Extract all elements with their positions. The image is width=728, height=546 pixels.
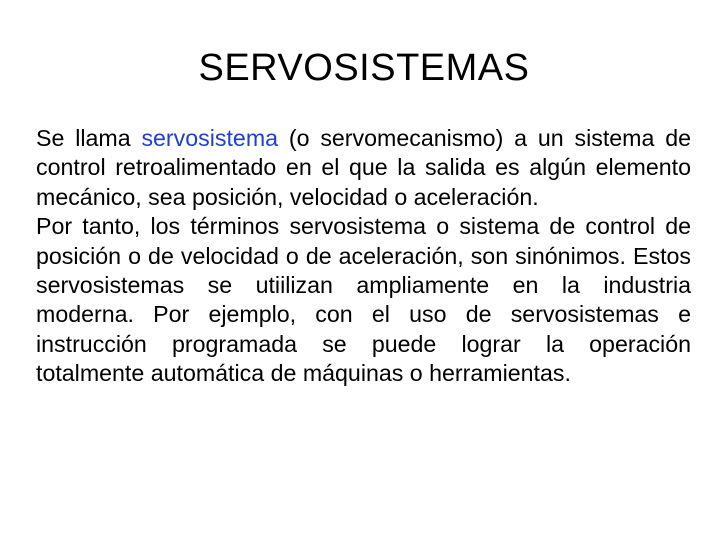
slide-body bbox=[36, 124, 691, 389]
definition-paragraph bbox=[36, 124, 691, 212]
highlighted-term: servosistema bbox=[141, 125, 279, 151]
explanation-paragraph: Por tanto, los términos servosistema o sistema de control de posición o de velocidad o de aceleración, son sinónimos. Estos servosistemas se utiilizan ampliamente en la industria moderna. Por ejemplo, con el uso de servosistemas e instrucción programada se puede lograr la operación totalmente automática de máquinas o herramientas. bbox=[36, 213, 691, 387]
slide-title: SERVOSISTEMAS bbox=[198, 47, 530, 89]
definition-intro: Se llama bbox=[36, 125, 142, 151]
definition-rest: (o servomecanismo) a un sistema de control retroalimentado en el que la salida es algún elemento mecánico, sea posición, velocidad o aceleración. bbox=[36, 125, 691, 210]
